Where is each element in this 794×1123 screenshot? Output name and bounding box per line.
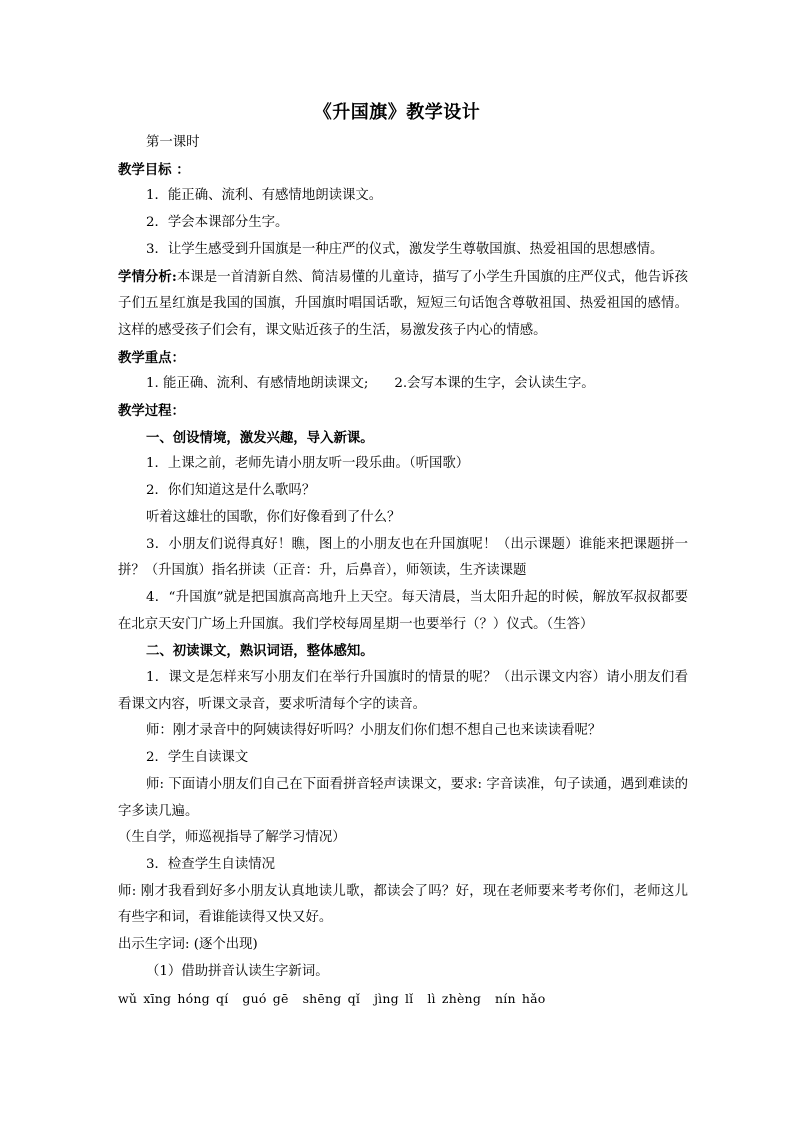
pinyin-word: jìng lǐ [374, 990, 414, 1006]
key-point-1: 1. 能正确、流利、有感情地朗读课文; [146, 376, 369, 392]
lesson-label: 第一课时 [146, 135, 200, 150]
section-2-p4: 师: 下面请小朋友们自己在下面看拼音轻声读课文，要求: 字音读准，句子读通，遇到难读的字多读几遍。 [118, 776, 688, 819]
section-1-p5: 4．“升国旗”就是把国旗高高地升上天空。每天清晨，当太阳升起的时候，解放军叔叔都要在北京天安门广场上升国旗。我们学校每周星期一也要举行（？）仪式。（生答） [118, 589, 688, 632]
section-1-p2: 2．你们知道这是什么歌吗？ [146, 483, 316, 499]
section-1-p1: 1．上课之前，老师先请小朋友听一段乐曲。（听国歌） [146, 456, 470, 472]
pinyin-word: guó gē [242, 990, 289, 1006]
section-2-p9: （1）借助拼音认读生字新词。 [146, 963, 329, 979]
section-2-p8: 出示生字词: (逐个出现) [118, 937, 258, 953]
section-2-p3: 2．学生自读课文 [146, 750, 249, 766]
section-2-p7: 师: 刚才我看到好多小朋友认真地读儿歌，都读会了吗？好，现在老师要来考考你们，老师这儿有些字和词，看谁能读得又快又好。 [118, 883, 688, 926]
key-point-2: 2.会写本课的生字，会认读生字。 [394, 376, 595, 392]
section-1-heading: 一、创设情境，激发兴趣，导入新课。 [146, 429, 374, 446]
section-1-p3: 听着这雄壮的国歌，你们好像看到了什么？ [146, 509, 401, 525]
analysis-text: 本课是一首清新自然、简洁易懂的儿童诗，描写了小学生升国旗的庄严仪式，他告诉孩子们五星红旗是我国的国旗，升国旗时唱国话歌，短短三句话饱含尊敬祖国、热爱祖国的感情。这样的感受孩子们会有，课文贴近孩子的生活，易激发孩子内心的情感。 [118, 269, 688, 338]
document-title: 《升国旗》教学设计 [313, 102, 481, 123]
pinyin-word: nín hǎo [495, 990, 546, 1006]
analysis-paragraph [118, 264, 688, 345]
process-heading: 教学过程： [118, 403, 185, 420]
goal-item-3: 3．让学生感受到升国旗是一种庄严的仪式，激发学生尊敬国旗、热爱祖国的思想感情。 [146, 241, 664, 257]
analysis-heading: 学情分析: [118, 268, 177, 285]
goal-item-1: 1．能正确、流利、有感情地朗读课文。 [146, 188, 383, 204]
document-body [118, 130, 688, 1012]
section-1-p4: 3．小朋友们说得真好！瞧，图上的小朋友也在升国旗呢！（出示课题）谁能来把课题拼一拼？（升国旗）指名拼读（正音：升，后鼻音），师领读，生齐读课题 [118, 536, 688, 579]
pinyin-word: lì zhèng [427, 990, 482, 1006]
goal-item-2: 2．学会本课部分生字。 [146, 215, 289, 231]
key-points-line [118, 371, 688, 398]
section-2-p2: 师：刚才录音中的阿姨读得好听吗？小朋友们你们想不想自己也来读读看呢？ [146, 723, 602, 739]
section-2-heading: 二、初读课文，熟识词语，整体感知。 [146, 643, 374, 660]
pinyin-word: shēng qǐ [302, 990, 361, 1006]
goals-heading: 教学目标 ： [118, 161, 190, 178]
pinyin-word: wǔ xīng hóng qí [118, 990, 229, 1006]
section-2-p5: （生自学，师巡视指导了解学习情况） [118, 830, 346, 846]
key-points-heading: 教学重点： [118, 349, 185, 366]
section-2-p1: 1．课文是怎样来写小朋友们在举行升国旗时的情景的呢？（出示课文内容）请小朋友们看看课文内容，听课文录音，要求听清每个字的读音。 [118, 670, 688, 712]
pinyin-line [118, 986, 688, 1013]
section-2-p6: 3．检查学生自读情况 [146, 856, 276, 872]
